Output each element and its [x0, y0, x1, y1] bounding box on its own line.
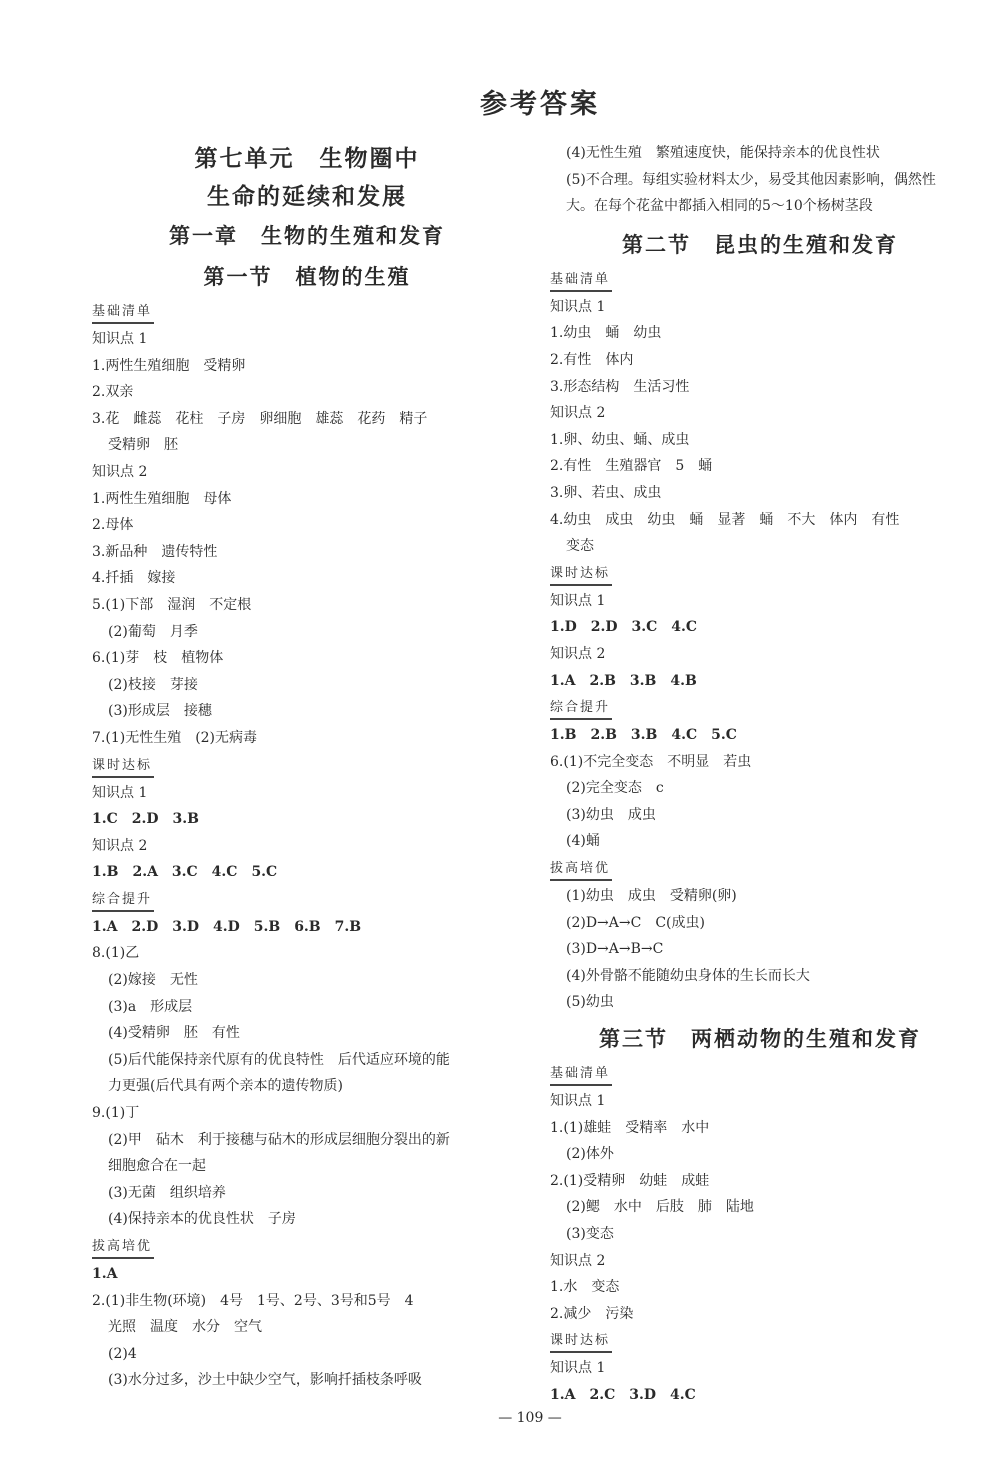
section-title-1: 第一节 植物的生殖	[203, 264, 411, 289]
answer-line: (2)D→A→C C(成虫)	[566, 914, 705, 931]
answer-line: 知识点 2	[550, 1252, 606, 1269]
answer-line: 1.A 2.D 3.D 4.D 5.B 6.B 7.B	[92, 918, 362, 935]
answer-line: (5)幼虫	[566, 994, 614, 1011]
answer-line: 6.(1)芽 枝 植物体	[92, 650, 224, 667]
answer-line: 光照 温度 水分 空气	[108, 1319, 262, 1336]
section-label-row	[550, 560, 970, 588]
chapter-title: 第一章 生物的生殖和发育	[169, 223, 445, 248]
answer-line: 3.形态结构 生活习性	[550, 378, 690, 395]
right-column	[550, 140, 970, 1409]
answer-line: (2)体外	[566, 1146, 614, 1163]
section-label: 课时达标	[92, 756, 154, 778]
answer-line: 大。在每个花盆中都插入相同的5～10个杨树茎段	[566, 198, 873, 215]
answer-line: 3.花 雌蕊 花柱 子房 卵细胞 雄蕊 花药 精子	[92, 410, 428, 427]
answer-line: 4.幼虫 成虫 幼虫 蛹 显著 蛹 不大 体内 有性	[550, 511, 900, 528]
right-top-answer-list	[550, 140, 970, 220]
section-label-row	[550, 266, 970, 294]
answer-line: 2.减少 污染	[550, 1305, 634, 1322]
answer-line: 9.(1)丁	[92, 1105, 140, 1122]
answer-line: 1.A 2.C 3.D 4.C	[550, 1386, 696, 1403]
section-label: 拔高培优	[550, 859, 612, 881]
answer-line: 知识点 2	[92, 837, 148, 854]
unit-title-line2: 生命的延续和发展	[207, 183, 407, 210]
section-title-3: 第三节 两栖动物的生殖和发育	[599, 1026, 921, 1052]
answer-line: (4)蛹	[566, 833, 600, 850]
answer-line: 知识点 2	[92, 463, 148, 480]
answer-line: 2.有性 体内	[550, 351, 634, 368]
answer-line: 1.B 2.A 3.C 4.C 5.C	[92, 864, 278, 881]
answer-line: 1.(1)雄蛙 受精率 水中	[550, 1119, 710, 1136]
answer-line: 知识点 1	[92, 331, 148, 347]
answer-line: 1.水 变态	[550, 1279, 620, 1296]
answer-line: 6.(1)不完全变态 不明显 若虫	[550, 753, 752, 770]
answer-line: (2)嫁接 无性	[108, 972, 198, 989]
answer-line: 1.D 2.D 3.C 4.C	[550, 619, 698, 636]
answer-line: 知识点 2	[550, 405, 606, 422]
answer-line: 知识点 1	[550, 1093, 606, 1110]
section-label-row	[92, 1233, 522, 1261]
answer-line: 3.卵、若虫、成虫	[550, 484, 662, 501]
answer-line: 1.卵、幼虫、蛹、成虫	[550, 431, 690, 448]
section-label-row	[92, 298, 522, 326]
answer-line: (3)变态	[566, 1226, 614, 1242]
answer-line: (3)形成层 接穗	[108, 703, 212, 720]
answer-line: 知识点 2	[550, 645, 606, 662]
answer-line: 1.A	[92, 1266, 118, 1282]
answer-line: (5)不合理。每组实验材料太少，易受其他因素影响，偶然性	[566, 171, 936, 188]
unit-title-line1: 第七单元 生物圈中	[194, 145, 420, 172]
answer-line: 知识点 1	[550, 1360, 606, 1377]
answer-line: 2.母体	[92, 517, 134, 534]
answer-line: 变态	[566, 538, 594, 555]
page-number: — 109 —	[498, 1410, 562, 1426]
answer-line: (2)4	[108, 1345, 137, 1362]
answer-line: 力更强(后代具有两个亲本的遗传物质)	[108, 1078, 343, 1095]
answer-line: (3)幼虫 成虫	[566, 806, 656, 823]
section-label: 基础清单	[550, 1064, 612, 1086]
answer-line: 1.两性生殖细胞 母体	[92, 490, 232, 507]
answer-line: (4)受精卵 胚 有性	[108, 1025, 240, 1042]
answer-line: 7.(1)无性生殖 (2)无病毒	[92, 729, 258, 746]
answer-line: (3)水分过多，沙土中缺少空气，影响扦插枝条呼吸	[108, 1372, 422, 1389]
section3-answer-list	[550, 1060, 970, 1409]
answer-line: 知识点 1	[550, 298, 606, 315]
section-label-row	[550, 855, 970, 883]
section-label: 综合提升	[550, 698, 612, 720]
section-label: 课时达标	[550, 1331, 612, 1353]
section-label-row	[92, 886, 522, 914]
answer-line: 知识点 1	[92, 784, 148, 801]
answer-line: 1.C 2.D 3.B	[92, 811, 199, 828]
section2-answer-list	[550, 266, 970, 1016]
answer-line: (4)保持亲本的优良性状 子房	[108, 1211, 296, 1228]
answer-line: 1.幼虫 蛹 幼虫	[550, 325, 662, 342]
answer-line: 3.新品种 遗传特性	[92, 543, 218, 560]
section-label-row	[550, 694, 970, 722]
section-label-row	[92, 752, 522, 780]
answer-line: 5.(1)下部 湿润 不定根	[92, 596, 252, 613]
answer-line: 受精卵 胚	[108, 437, 178, 454]
section-label: 基础清单	[550, 270, 612, 292]
answer-line: (5)后代能保持亲代原有的优良特性 后代适应环境的能	[108, 1051, 450, 1068]
answer-line: 1.B 2.B 3.B 4.C 5.C	[550, 727, 737, 744]
answer-line: (2)枝接 芽接	[108, 676, 198, 693]
answer-line: (2)甲 砧木 利于接穗与砧木的形成层细胞分裂出的新	[108, 1131, 450, 1148]
answer-line: 2.有性 生殖器官 5 蛹	[550, 458, 713, 475]
answer-line: (4)外骨骼不能随幼虫身体的生长而长大	[566, 967, 810, 984]
answer-line: (3)无菌 组织培养	[108, 1184, 226, 1201]
left-answer-list	[92, 298, 522, 1394]
section-label: 课时达标	[550, 564, 612, 586]
answer-line: (2)鳃 水中 后肢 肺 陆地	[566, 1199, 754, 1216]
section-label-row	[550, 1327, 970, 1355]
answer-line: 1.两性生殖细胞 受精卵	[92, 357, 246, 374]
section-label: 综合提升	[92, 890, 154, 912]
page-title: 参考答案	[480, 89, 600, 120]
answer-line: 2.(1)非生物(环境) 4号 1号、2号、3号和5号 4	[92, 1292, 414, 1309]
section-label: 基础清单	[92, 302, 154, 324]
answer-line: (1)幼虫 成虫 受精卵(卵)	[566, 888, 737, 905]
answer-line: (4)无性生殖 繁殖速度快，能保持亲本的优良性状	[566, 145, 880, 161]
section-label: 拔高培优	[92, 1237, 154, 1259]
answer-line: (3)a 形成层	[108, 998, 193, 1015]
answer-line: 2.(1)受精卵 幼蛙 成蛙	[550, 1172, 710, 1189]
section-title-2: 第二节 昆虫的生殖和发育	[622, 231, 898, 257]
answer-line: 细胞愈合在一起	[108, 1158, 206, 1175]
left-column	[92, 140, 522, 1394]
answer-line: (2)葡萄 月季	[108, 623, 198, 640]
answer-line: 2.双亲	[92, 384, 134, 401]
answer-line: 1.A 2.B 3.B 4.B	[550, 672, 697, 689]
answer-line: (3)D→A→B→C	[566, 941, 664, 958]
answer-line: (2)完全变态 c	[566, 780, 664, 797]
section-label-row	[550, 1060, 970, 1088]
answer-line: 8.(1)乙	[92, 945, 140, 962]
answer-line: 4.扦插 嫁接	[92, 570, 176, 587]
answer-line: 知识点 1	[550, 592, 606, 609]
